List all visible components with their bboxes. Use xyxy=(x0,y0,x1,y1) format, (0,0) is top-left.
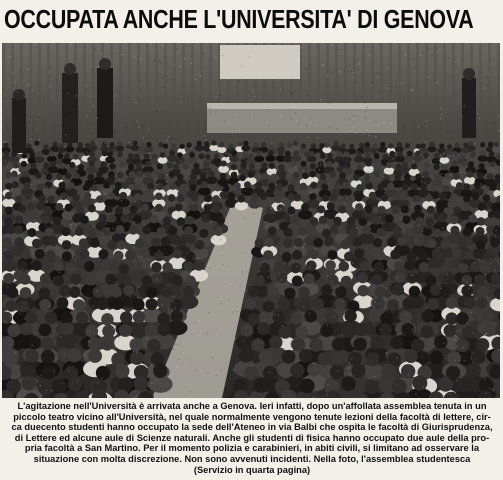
lecture-hall-photo xyxy=(2,43,500,398)
caption-line: L'agitazione nell'Università è arrivata anche a Genova. Ieri infatti, dopo un'affollata assemblea tenuta in un xyxy=(17,401,487,411)
podium-desk xyxy=(207,107,397,137)
podium-desk-top xyxy=(207,103,397,109)
wall-board xyxy=(220,45,300,79)
caption-line: pria facoltà a San Martino. Per il momento polizia e carabinieri, in abiti civili, si limitano ad osservare la xyxy=(24,443,480,454)
caption-line: ca duecento studenti hanno occupato la sede dell'Ateneo in via Balbi che ospita le facoltà di Giurisprudenza, xyxy=(11,422,493,433)
caption-line: piccolo teatro vicino all'Università, nel quale normalmente vengono tenute lezioni della facoltà di lettere, cir- xyxy=(13,411,491,422)
photo-caption xyxy=(5,401,499,479)
caption-line: situazione con molta discrezione. Non sono avvenuti incidenti. Nella foto, l'assemblea studentesca xyxy=(33,453,471,464)
news-photo xyxy=(2,43,500,398)
caption-credit: (Servizio in quarta pagina) xyxy=(193,464,311,475)
caption-line: di Lettere ed alcune aule di Scienze naturali. Anche gli studenti di fisica hanno occupato due aule della pro- xyxy=(14,432,490,443)
headline: OCCUPATA ANCHE L'UNIVERSITA' DI GENOVA xyxy=(4,6,474,34)
